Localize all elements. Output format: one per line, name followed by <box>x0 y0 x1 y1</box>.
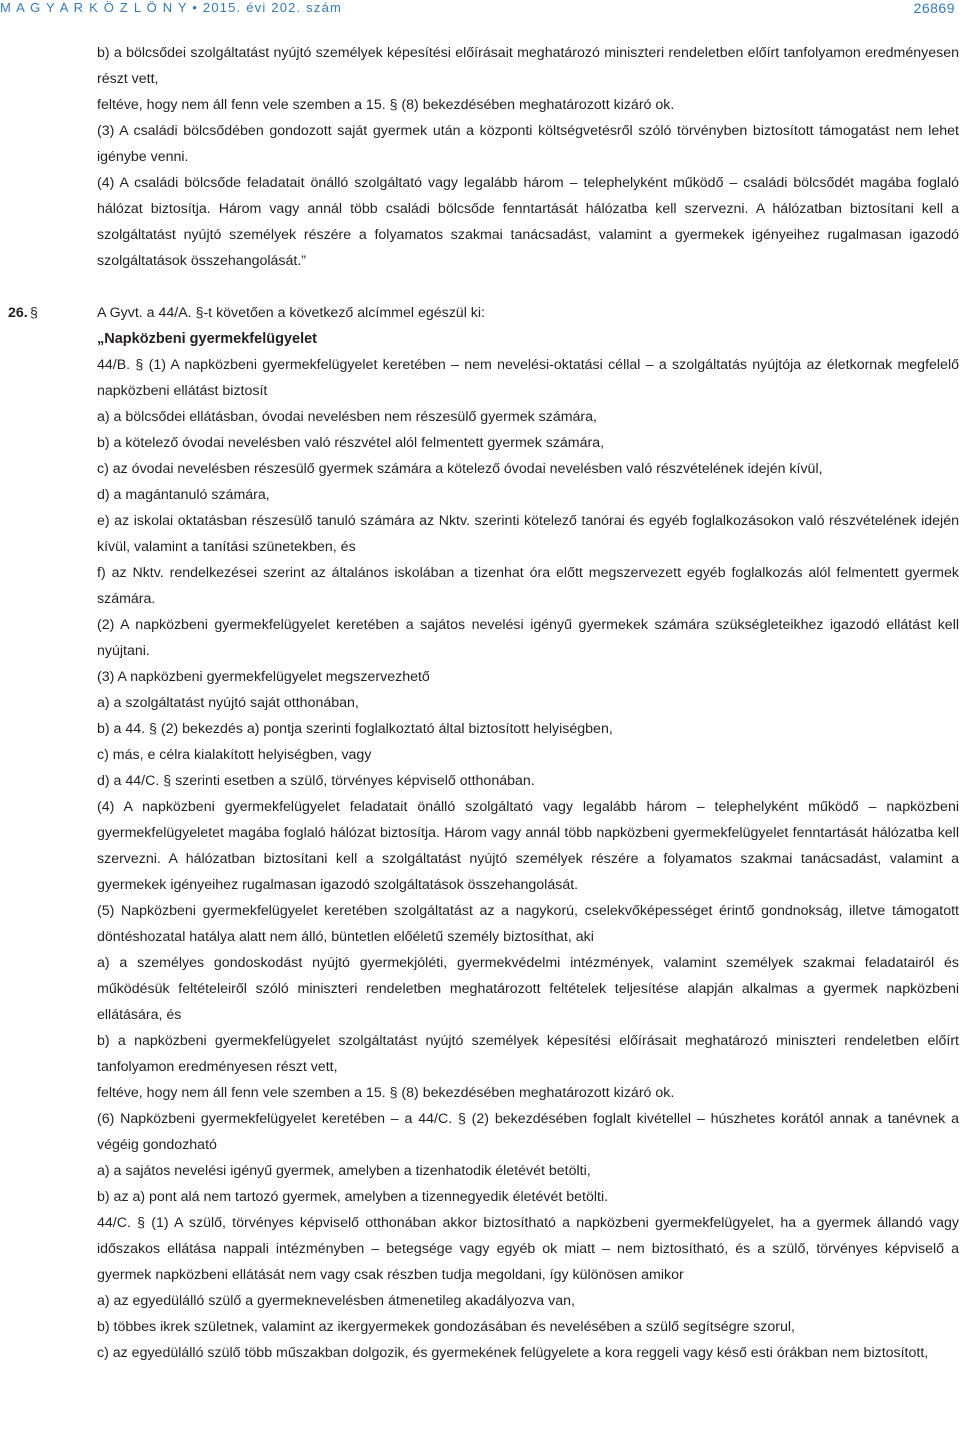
paragraph: (5) Napközbeni gyermekfelügyelet keretében szolgáltatást az a nagykorú, cselekvőképességet érintő gondnokság, illetve támogatott döntéshozatal hatálya alatt nem álló, büntetlen előéletű személy biztosíthat, aki <box>97 903 959 945</box>
paragraph: e) az iskolai oktatásban részesülő tanuló számára az Nktv. szerinti kötelező tanórai és egyéb foglalkozásokon való részvételének idején kívül, valamint a tanítási szünetekben, és <box>97 513 959 555</box>
page-number: 26869 <box>913 0 955 16</box>
paragraph: 44/C. § (1) A szülő, törvényes képviselő otthonában akkor biztosítható a napközbeni gyermekfelügyelet, ha a gyermek állandó vagy időszakos ellátása nappali intézményben – betegsége vagy egyéb ok miatt – nem biztosítható, és a szülő, törvényes képviselő a gyermek napközbeni ellátását nem vagy csak részben tudja megoldani, így különösen amikor <box>97 1215 959 1283</box>
paragraph: c) az óvodai nevelésben részesülő gyermek számára a kötelező óvodai nevelésben való részvételének idején kívül, <box>97 461 823 477</box>
paragraph: a) a szolgáltatást nyújtó saját otthonában, <box>97 695 359 711</box>
section-number: 26. <box>8 305 28 321</box>
paragraph: a) az egyedülálló szülő a gyermeknevelésben átmenetileg akadályozva van, <box>97 1293 575 1309</box>
paragraph: f) az Nktv. rendelkezései szerint az általános iskolában a tizenhat óra előtt megszervezett egyéb foglalkozás alól felmentett gyermek számára. <box>97 565 959 607</box>
paragraph: d) a 44/C. § szerinti esetben a szülő, törvényes képviselő otthonában. <box>97 773 535 789</box>
journal-title: M A G Y A R K Ö Z L Ö N Y • 2015. évi 202. szám <box>0 0 343 15</box>
paragraph: (3) A családi bölcsődében gondozott saját gyermek után a központi költségvetésről szóló törvényben biztosított támogatást nem lehet igénybe venni. <box>97 123 959 165</box>
paragraph: b) többes ikrek születnek, valamint az ikergyermekek gondozásában és nevelésében a szülő segítségre szorul, <box>97 1319 795 1335</box>
paragraph: d) a magántanuló számára, <box>97 487 270 503</box>
paragraph: (6) Napközbeni gyermekfelügyelet keretében – a 44/C. § (2) bekezdésében foglalt kivétellel – húszhetes korától annak a tanévnek a végéig gondozható <box>97 1111 959 1153</box>
section-text: A Gyvt. a 44/A. §-t követően a következő alcímmel egészül ki: <box>97 305 485 321</box>
page-header <box>0 0 960 20</box>
paragraph: b) a kötelező óvodai nevelésben való részvétel alól felmentett gyermek számára, <box>97 435 605 451</box>
paragraph: c) más, e célra kialakított helyiségben, vagy <box>97 747 372 763</box>
paragraph: feltéve, hogy nem áll fenn vele szemben a 15. § (8) bekezdésében meghatározott kizáró ok. <box>97 1085 675 1101</box>
paragraph: feltéve, hogy nem áll fenn vele szemben a 15. § (8) bekezdésében meghatározott kizáró ok. <box>97 97 675 113</box>
paragraph: b) az a) pont alá nem tartozó gyermek, amelyben a tizennegyedik életévét betölti. <box>97 1189 609 1205</box>
paragraph: a) a bölcsődei ellátásban, óvodai nevelésben nem részesülő gyermek számára, <box>97 409 597 425</box>
paragraph: b) a bölcsődei szolgáltatást nyújtó személyek képesítési előírásait meghatározó miniszteri rendeletben előírt tanfolyamon eredményesen részt vett, <box>97 45 959 87</box>
paragraph: c) az egyedülálló szülő több műszakban dolgozik, és gyermekének felügyelete a kora reggeli vagy késő esti órákban nem biztosított, <box>97 1345 929 1361</box>
paragraph: (2) A napközbeni gyermekfelügyelet keretében a sajátos nevelési igényű gyermekek számára szükségleteikhez igazodó ellátást kell nyújtani. <box>97 617 959 659</box>
paragraph: 44/B. § (1) A napközbeni gyermekfelügyelet keretében – nem nevelési-oktatási céllal – a szolgáltatás nyújtója az életkornak megfelelő napközbeni ellátást biztosít <box>97 357 959 399</box>
paragraph: (3) A napközbeni gyermekfelügyelet megszervezhető <box>97 669 430 685</box>
paragraph: (4) A napközbeni gyermekfelügyelet feladatait önálló szolgáltató vagy legalább három – telephelyként működő – napközbeni gyermekfelügyeletet magába foglaló hálózat biztosítja. Három vagy annál több napközbeni gyermekfelügyelet fenntartását hálózatba kell szervezni. A hálózatban biztosítani kell a szolgáltatást nyújtó személyek részére a folyamatos szakmai tanácsadást, valamint a gyermekek igényeihez rugalmasan igazodó szolgáltatások összehangolását. <box>97 799 959 893</box>
section-heading <box>8 300 959 326</box>
paragraph: (4) A családi bölcsőde feladatait önálló szolgáltató vagy legalább három – telephelyként működő – családi bölcsődét magába foglaló hálózat biztosítja. Három vagy annál több családi bölcsőde fenntartását hálózatba kell szervezni. A hálózatban biztosítani kell a szolgáltatást nyújtó személyek részére a folyamatos szakmai tanácsadást, valamint a gyermekek igényeihez rugalmasan igazodó szolgáltatások összehangolását.” <box>97 175 959 269</box>
paragraph: b) a napközbeni gyermekfelügyelet szolgáltatást nyújtó személyek képesítési előírásait meghatározó miniszteri rendeletben előírt tanfolyamon eredményesen részt vett, <box>97 1033 959 1075</box>
section-sign: § <box>30 305 38 321</box>
paragraph: a) a sajátos nevelési igényű gyermek, amelyben a tizenhatodik életévét betölti, <box>97 1163 591 1179</box>
subtitle: „Napközbeni gyermekfelügyelet <box>97 331 317 347</box>
paragraph: a) a személyes gondoskodást nyújtó gyermekjóléti, gyermekvédelmi intézmények, valamint személyek szakmai feladatairól és működésük feltételeiről szóló miniszteri rendeletben meghatározott feltételek teljesítése alapján alkalmas a gyermek napközbeni ellátására, és <box>97 955 959 1023</box>
paragraph: b) a 44. § (2) bekezdés a) pontja szerinti foglalkoztató által biztosított helyiségben, <box>97 721 613 737</box>
document-body <box>8 40 959 1366</box>
